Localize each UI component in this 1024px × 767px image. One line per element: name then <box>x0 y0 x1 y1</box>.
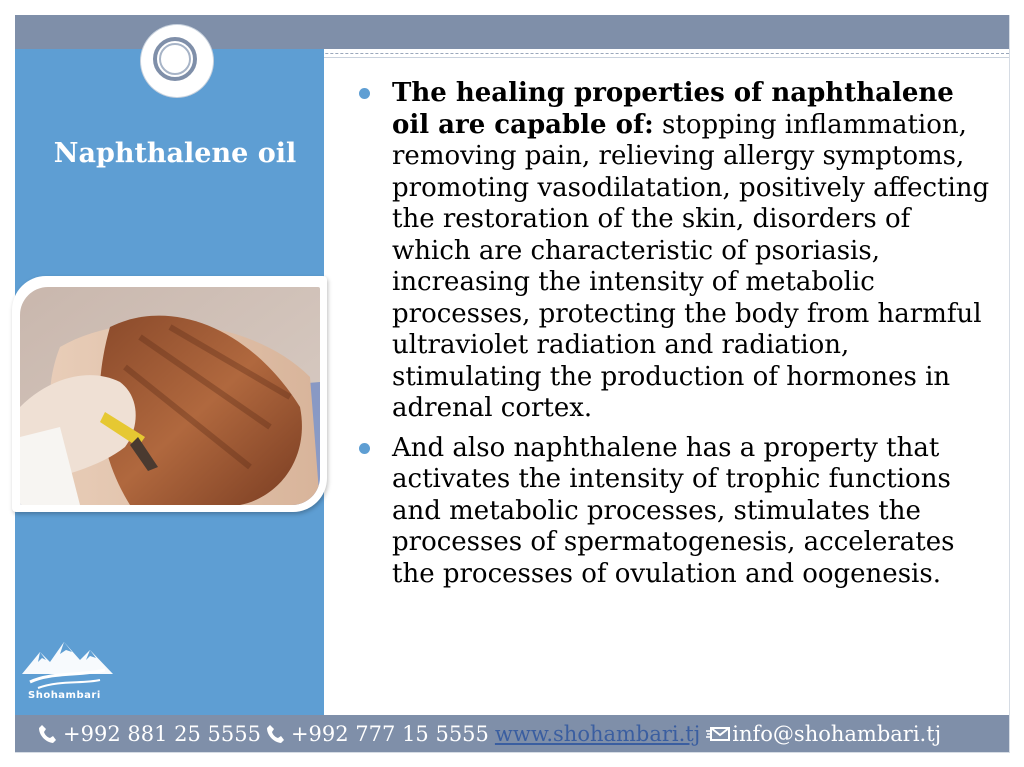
footer-bar <box>15 715 1009 752</box>
bullet-body-text: And also naphthalene has a property that activates the intensity of trophic functions and metabolic processes, stimulates the processes of spermatogenesis, accelerates the processes of ovulation and oogenesis. <box>392 432 955 589</box>
phone-number-2[interactable]: +992 777 15 5555 <box>290 721 489 746</box>
slide-title: Naphthalene oil <box>53 138 297 169</box>
list-item <box>356 78 996 425</box>
website-link[interactable]: www.shohambari.tj <box>494 721 701 746</box>
logo-name: Shohambari <box>28 690 101 701</box>
bullet-list <box>356 78 996 590</box>
content-area <box>356 78 996 598</box>
email-address[interactable]: info@shohambari.tj <box>732 721 942 746</box>
treatment-photo-image <box>20 287 320 505</box>
bullet-dot-icon <box>359 443 370 454</box>
phone-icon <box>37 723 57 745</box>
list-item <box>356 433 996 591</box>
phone-icon <box>265 723 285 745</box>
decorative-circle-inner <box>159 43 191 75</box>
footer-contacts <box>37 715 941 752</box>
bullet-dot-icon <box>359 88 370 99</box>
mail-icon <box>706 726 730 742</box>
bullet-lead-text: The healing properties of naphthalene oil are capable of: <box>392 78 954 140</box>
phone-number-1[interactable]: +992 881 25 5555 <box>63 721 261 746</box>
bullet-body-text: stopping inflammation, removing pain, relieving allergy symptoms, promoting vasodilatation, positively affecting the restoration of the skin, disorders of which are characteristic of psoriasis, increasing the intensity of metabolic processes, protecting the body from harmful ultraviolet radiation and radiation, stimulating the production of hormones in adrenal cortex. <box>392 109 990 423</box>
treatment-photo <box>20 287 320 505</box>
